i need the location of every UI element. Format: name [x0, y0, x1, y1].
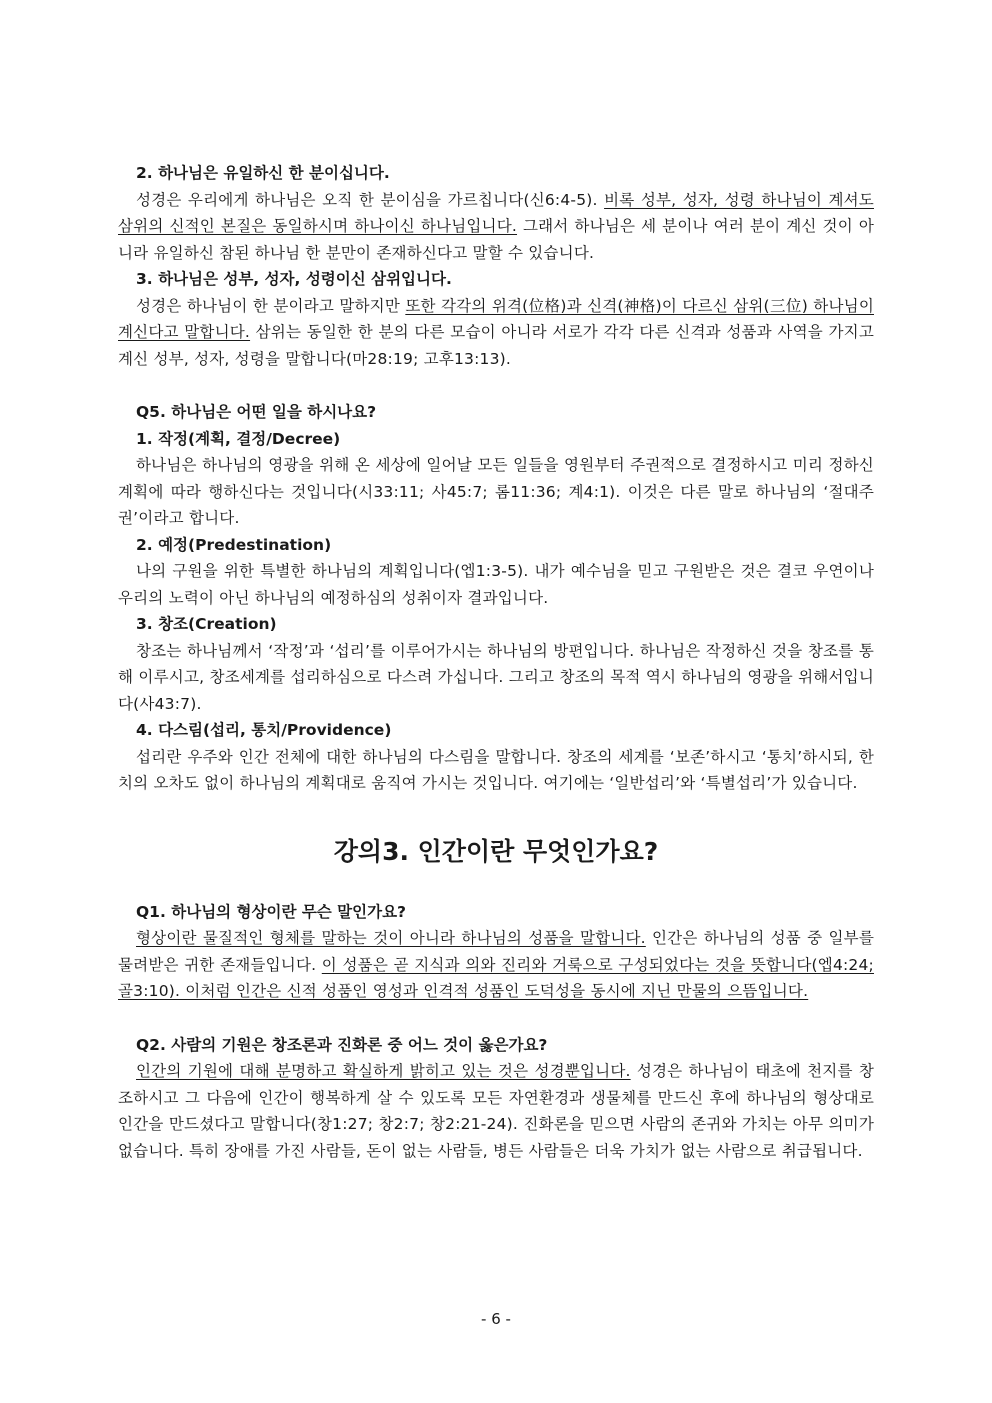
- section-heading: 2. 하나님은 유일하신 한 분이십니다.: [136, 164, 390, 182]
- sub-heading: 4. 다스림(섭리, 통치/Providence): [136, 721, 392, 739]
- underlined-text: 형상이란 물질적인 형체를 말하는 것이 아니라 하나님의 성품을 말합니다.: [136, 929, 646, 947]
- document-body: [118, 160, 874, 1164]
- paragraph: [118, 293, 874, 373]
- question-heading: Q5. 하나님은 어떤 일을 하시나요?: [136, 403, 377, 421]
- page-number: - 6 -: [481, 1310, 511, 1328]
- paragraph: 섭리란 우주와 인간 전체에 대한 하나님의 다스림을 말합니다. 창조의 세계를 ‘보존’하시고 ‘통치’하시되, 한 치의 오차도 없이 하나님의 계획대로 움직여 가시는 것입니다. 여기에는 ‘일반섭리’와 ‘특별섭리’가 있습니다.: [118, 747, 874, 792]
- underlined-text: 비록 성부, 성자, 성령 하나님이 계셔도 삼위의 신적인 본질은 동일하시며 하나이신 하나님입니다.: [118, 190, 874, 235]
- text-span: 그래서 하나님은 세 분이나 여러 분이 계신 것이 아니라 유일하신 참된 하나님 한 분만이 존재하신다고 말할 수 있습니다.: [118, 217, 874, 262]
- question-heading: Q2. 사람의 기원은 창조론과 진화론 중 어느 것이 옳은가요?: [136, 1035, 548, 1054]
- paragraph: [118, 925, 874, 1005]
- text-span: 인간은 하나님의 성품 중 일부를 물려받은 귀한 존재들입니다.: [118, 929, 874, 974]
- paragraph: 창조는 하나님께서 ‘작정’과 ‘섭리’를 이루어가시는 하나님의 방편입니다. 하나님은 작정하신 것을 창조를 통해 이루시고, 창조세계를 섭리하심으로 다스려 가십니다. 그리고 창조의 목적 역시 하나님의 영광을 위해서입니다(사43:7).: [118, 641, 874, 713]
- paragraph: 나의 구원을 위한 특별한 하나님의 계획입니다(엡1:3-5). 내가 예수님을 믿고 구원받은 것은 결코 우연이나 우리의 노력이 아닌 하나님의 예정하심의 성취이자 결과입니다.: [118, 562, 874, 607]
- paragraph: [118, 187, 874, 267]
- underlined-text: 또한 각각의 위격(位格)과 신격(神格)이 다르신 삼위(三位) 하나님이 계신다고 말합니다.: [118, 296, 874, 341]
- sub-heading: 2. 예정(Predestination): [136, 535, 332, 554]
- paragraph: 하나님은 하나님의 영광을 위해 온 세상에 일어날 모든 일들을 영원부터 주권적으로 결정하시고 미리 정하신 계획에 따라 행하신다는 것입니다(시33:11; 사45:7; 롬11:36; 계4:1). 이것은 다른 말로 하나님의 ‘절대주권’이라고 합니다.: [118, 456, 874, 527]
- text-span: 성경은 하나님이 태초에 천지를 창조하시고 그 다음에 인간이 행복하게 살 수 있도록 모든 자연환경과 생물체를 만드신 후에 하나님의 형상대로 인간을 만드셨다고 말합니다(창1:27; 창2:7; 창2:21-24). 진화론을 믿으면 사람의 존귀와 가치는 아무 의미가 없습니다. 특히 장애를 가진 사람들, 돈이 없는 사람들, 병든 사람들은 더욱 가치가 없는 사람으로 취급됩니다.: [118, 1062, 874, 1160]
- question-heading: Q1. 하나님의 형상이란 무슨 말인가요?: [136, 902, 407, 921]
- text-span: 성경은 하나님이 한 분이라고 말하지만: [136, 296, 406, 315]
- sub-heading: 3. 창조(Creation): [136, 615, 277, 633]
- underlined-text: 인간의 기원에 대해 분명하고 확실하게 밝히고 있는 것은 성경뿐입니다.: [136, 1062, 631, 1080]
- text-span: 삼위는 동일한 한 분의 다른 모습이 아니라 서로가 각각 다른 신격과 성품과 사역을 가지고 계신 성부, 성자, 성령을 말합니다(마28:19; 고후13:13).: [118, 323, 874, 368]
- lecture-title: 강의3. 인간이란 무엇인가요?: [333, 836, 659, 866]
- section-heading: 3. 하나님은 성부, 성자, 성령이신 삼위입니다.: [136, 270, 452, 288]
- underlined-text: 이 성품은 곧 지식과 의와 진리와 거룩으로 구성되었다는 것을 뜻합니다(엡4:24; 골3:10). 이처럼 인간은 신적 성품인 영성과 인격적 성품인 도덕성을 동시에 지닌 만물의 으뜸입니다.: [118, 955, 874, 1000]
- paragraph: [118, 1058, 874, 1164]
- text-span: 성경은 우리에게 하나님은 오직 한 분이심을 가르칩니다(신6:4-5).: [136, 190, 605, 209]
- sub-heading: 1. 작정(계획, 결정/Decree): [136, 429, 341, 448]
